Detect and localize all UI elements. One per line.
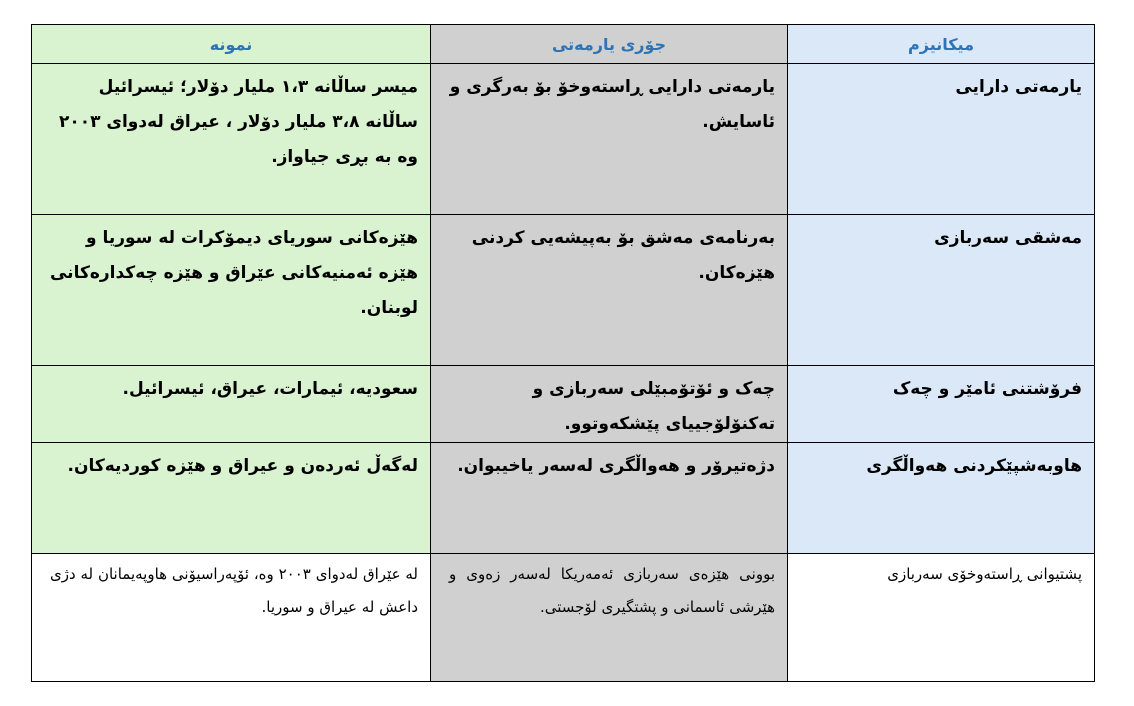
table-row: [32, 215, 1095, 366]
cell-mechanism-text: فرۆشتنی ئامێر و چەک: [892, 379, 1082, 399]
cell-type: [431, 443, 788, 554]
table-row: [32, 554, 1095, 682]
cell-mechanism-text: هاوبەشپێکردنی هەواڵگری: [866, 456, 1082, 476]
cell-example: [32, 443, 431, 554]
table-header-row: [32, 25, 1095, 64]
cell-example: [32, 64, 431, 215]
mechanism-table: [31, 24, 1095, 682]
header-type-label: جۆری یارمەتی: [551, 34, 667, 54]
cell-mechanism-text: پشتیوانی ڕاستەوخۆی سەربازی: [887, 565, 1082, 583]
cell-mechanism: [788, 554, 1095, 682]
cell-example: [32, 554, 431, 682]
cell-type: [431, 215, 788, 366]
cell-mechanism: [788, 366, 1095, 443]
cell-mechanism-text: یارمەتی دارایی: [955, 77, 1082, 97]
cell-type-text: دژەتیرۆر و هەواڵگری لەسەر یاخیبوان.: [457, 456, 775, 476]
cell-example: [32, 215, 431, 366]
cell-type-text: بەرنامەی مەشق بۆ بەپیشەیی کردنی هێزەکان.: [471, 228, 775, 283]
table-row: [32, 366, 1095, 443]
cell-type: [431, 366, 788, 443]
cell-type-text: بوونی هێزەی سەربازی ئەمەریکا لەسەر زەوی و هێرشی ئاسمانی و پشتگیری لۆجستی.: [449, 565, 775, 616]
table-row: [32, 64, 1095, 215]
header-mechanism-label: میکانیزم: [908, 34, 974, 54]
header-mechanism: [788, 25, 1095, 64]
cell-type: [431, 64, 788, 215]
cell-example-text: سعودیە، ئیمارات، عیراق، ئیسرائیل.: [122, 379, 418, 399]
cell-example-text: هێزەکانی سوریای دیمۆکرات لە سوریا و هێزە ئەمنیەکانی عێراق و هێزە چەکدارەکانی لوبنان.: [49, 228, 418, 318]
header-type: [431, 25, 788, 64]
cell-mechanism: [788, 443, 1095, 554]
cell-example-text: لەگەڵ ئەردەن و عیراق و هێزە کوردیەکان.: [67, 456, 418, 476]
cell-type: [431, 554, 788, 682]
cell-mechanism: [788, 215, 1095, 366]
header-example-label: نمونە: [209, 34, 253, 54]
cell-type-text: یارمەتی دارایی ڕاستەوخۆ بۆ بەرگری و ئاسایش.: [449, 77, 775, 132]
cell-type-text: چەک و ئۆتۆمبێلی سەربازی و تەکنۆلۆجییای پێشکەوتوو.: [532, 379, 775, 434]
header-example: [32, 25, 431, 64]
cell-mechanism: [788, 64, 1095, 215]
cell-mechanism-text: مەشقی سەربازی: [934, 228, 1082, 248]
table-row: [32, 443, 1095, 554]
cell-example-text: میسر ساڵانە ١،٣ ملیار دۆلار؛ ئیسرائیل ساڵانە ٣،٨ ملیار دۆلار ، عیراق لەدوای ٢٠٠٣ وە بە بڕی جیاواز.: [58, 77, 418, 167]
cell-example-text: لە عێراق لەدوای ٢٠٠٣ وە، ئۆپەراسیۆنی هاوپەیمانان لە دژی داعش لە عیراق و سوریا.: [50, 565, 418, 616]
cell-example: [32, 366, 431, 443]
